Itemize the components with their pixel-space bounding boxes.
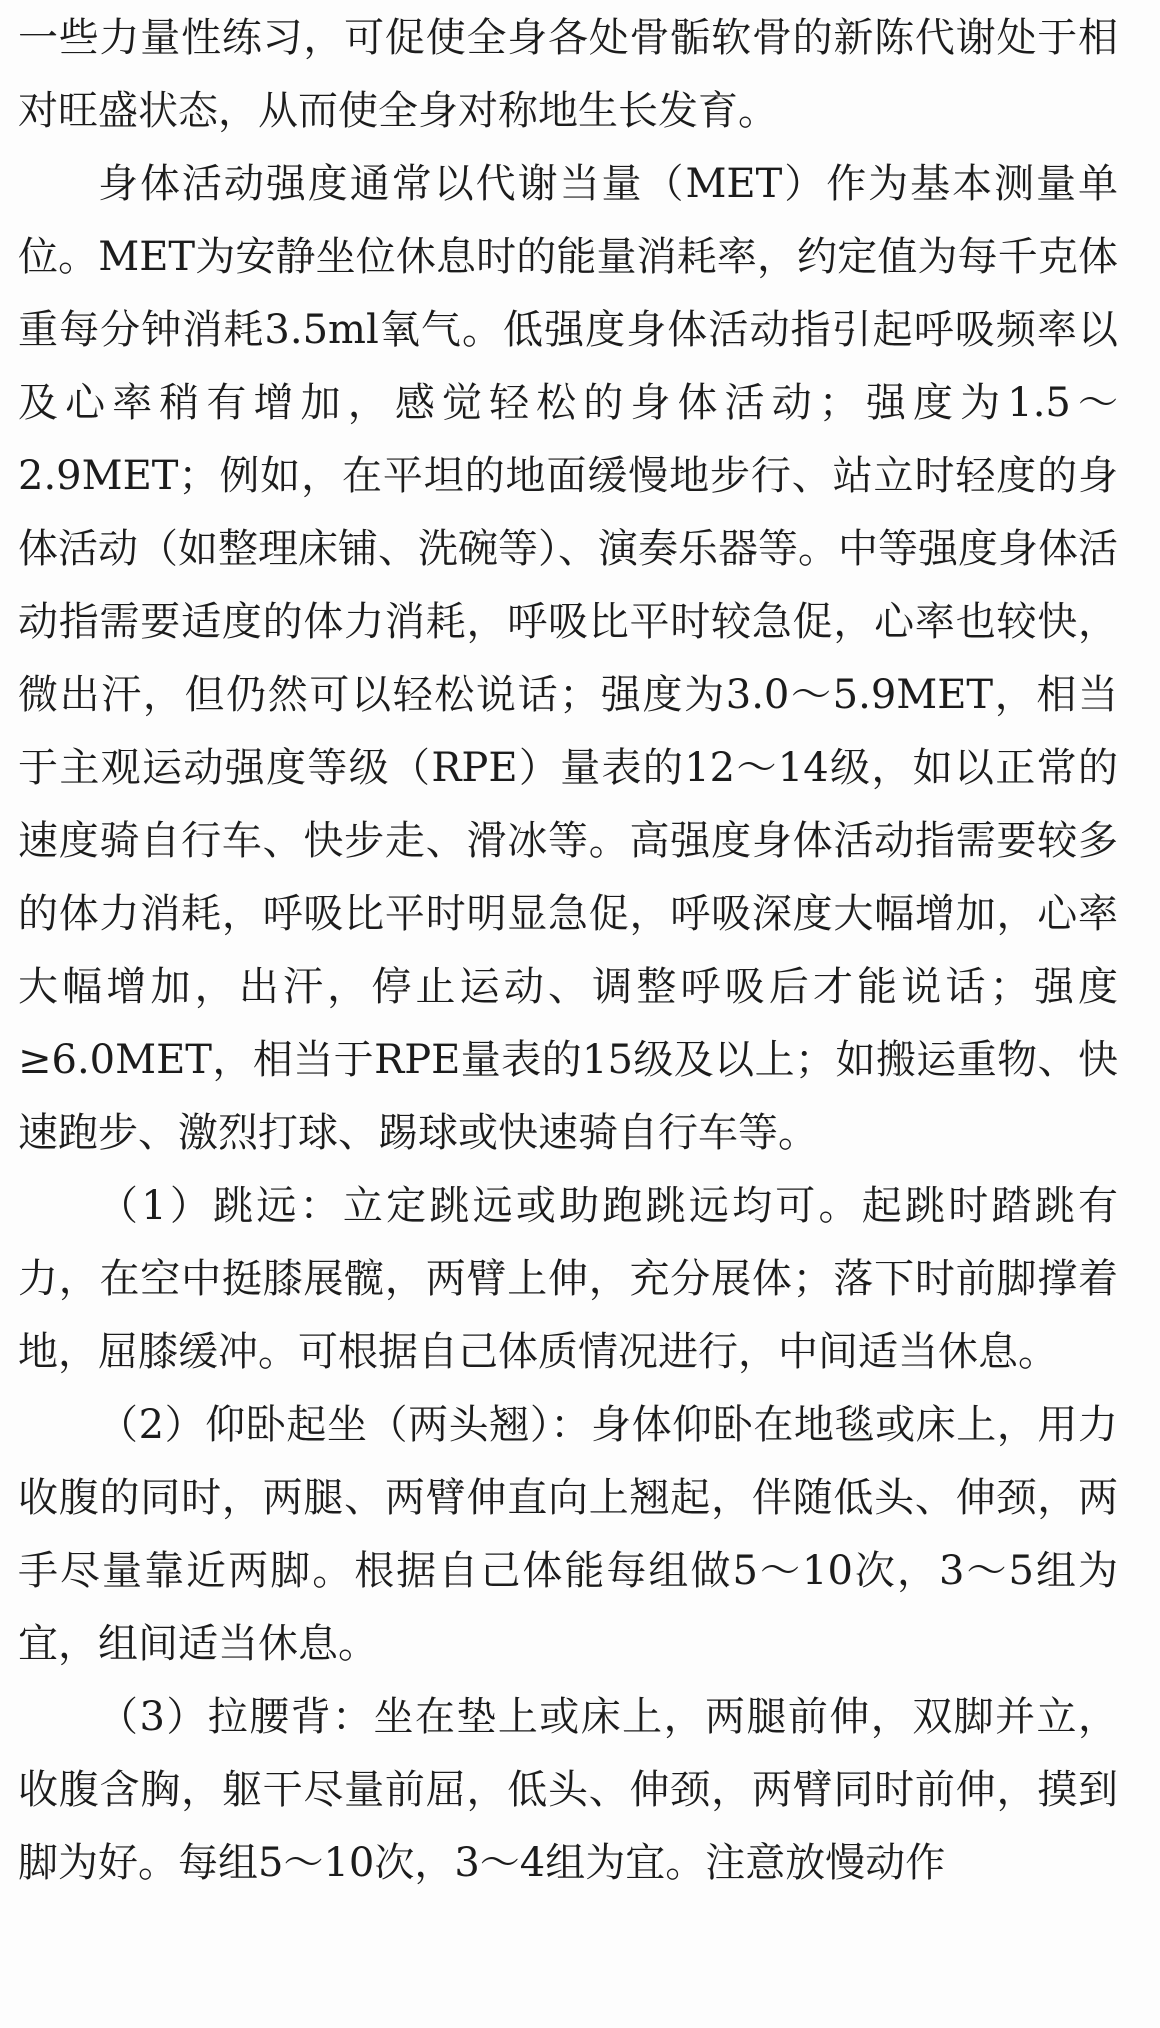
paragraph-2: 身体活动强度通常以代谢当量（MET）作为基本测量单位。MET为安静坐位休息时的能量消耗率，约定值为每千克体重每分钟消耗3.5ml氧气。低强度身体活动指引起呼吸频率以及心率稍有增加，感觉轻松的身体活动；强度为1.5～2.9MET；例如，在平坦的地面缓慢地步行、站立时轻度的身体活动（如整理床铺、洗碗等）、演奏乐器等。中等强度身体活动指需要适度的体力消耗，呼吸比平时较急促，心率也较快，微出汗，但仍然可以轻松说话；强度为3.0～5.9MET，相当于主观运动强度等级（RPE）量表的12～14级，如以正常的速度骑自行车、快步走、滑冰等。高强度身体活动指需要较多的体力消耗，呼吸比平时明显急促，呼吸深度大幅增加，心率大幅增加，出汗，停止运动、调整呼吸后才能说话；强度≥6.0MET，相当于RPE量表的15级及以上；如搬运重物、快速跑步、激烈打球、踢球或快速骑自行车等。: [18, 161, 1118, 1156]
paragraph-1: 一些力量性练习，可促使全身各处骨骺软骨的新陈代谢处于相对旺盛状态，从而使全身对称地生长发育。: [18, 15, 1118, 134]
body-text: [18, 2, 1118, 1900]
paragraph-4: （2）仰卧起坐（两头翘）：身体仰卧在地毯或床上，用力收腹的同时，两腿、两臂伸直向上翘起，伴随低头、伸颈，两手尽量靠近两脚。根据自己体能每组做5～10次，3～5组为宜，组间适当休息。: [18, 1402, 1118, 1667]
paragraph-5: （3）拉腰背：坐在垫上或床上，两腿前伸，双脚并立，收腹含胸，躯干尽量前屈，低头、伸颈，两臂同时前伸，摸到脚为好。每组5～10次，3～4组为宜。注意放慢动作: [18, 1694, 1118, 1886]
paragraph-3: （1）跳远：立定跳远或助跑跳远均可。起跳时踏跳有力，在空中挺膝展髋，两臂上伸，充分展体；落下时前脚撑着地，屈膝缓冲。可根据自己体质情况进行，中间适当休息。: [18, 1183, 1118, 1375]
